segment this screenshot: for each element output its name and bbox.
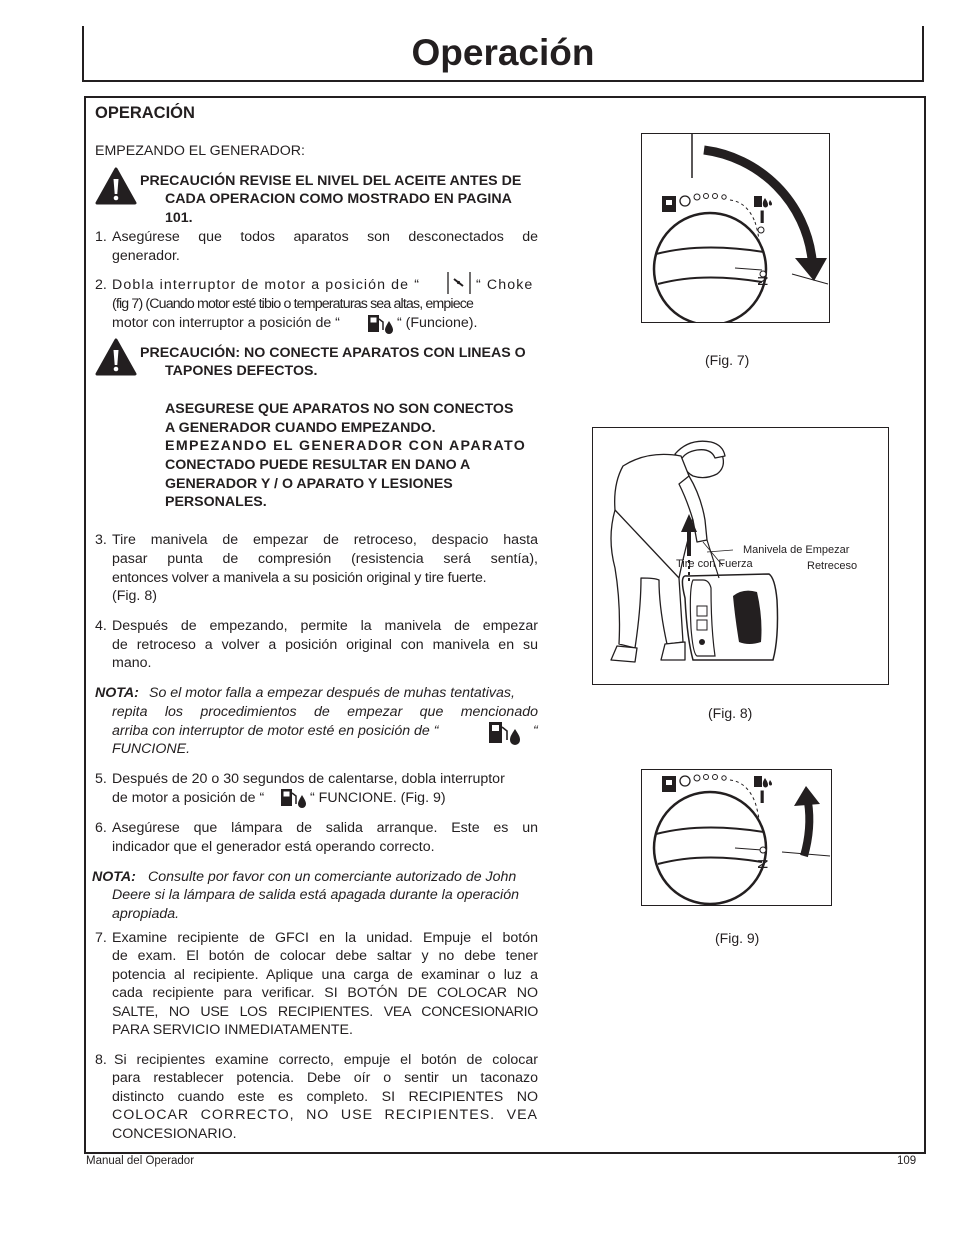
- fuel-run-icon: [279, 787, 309, 809]
- step1-line: Asegúrese que todos aparatos son desconectados de: [112, 229, 538, 245]
- caution1-line: PRECAUCIÓN REVISE EL NIVEL DEL ACEITE ANTES DE: [140, 173, 522, 189]
- caution2-line: CONECTADO PUEDE RESULTAR EN DANO A: [165, 457, 471, 473]
- nota1-line: arriba con interruptor de motor esté en posición de “: [112, 723, 439, 739]
- caution2-line: ASEGURESE QUE APARATOS NO SON CONECTOS: [165, 401, 514, 417]
- figure-8-label-handle: Manivela de Empezar: [743, 544, 850, 556]
- step4-line: mano.: [112, 655, 152, 671]
- caution1-line: 101.: [165, 210, 193, 226]
- nota2-line: apropiada.: [112, 906, 180, 922]
- warning-icon: [95, 338, 137, 376]
- step7-line: cada recipiente para verificar. SI BOTÓN DE COLOCAR NO: [112, 985, 538, 1001]
- switch-n-label: N: [755, 858, 772, 870]
- step7-line: SALTE, NO USE LOS RECIPIENTES. VEA CONCESIONARIO: [112, 1004, 538, 1020]
- step-number: 8.: [95, 1052, 107, 1068]
- figure-8-label-pull: Tire con Fuerza: [676, 558, 753, 570]
- page-title: Operación: [411, 32, 595, 73]
- caution2-line: A GENERADOR CUANDO EMPEZANDO.: [165, 420, 436, 436]
- figure-9-caption: (Fig. 9): [715, 930, 760, 946]
- warning-icon: [95, 167, 137, 205]
- figure-7-caption: (Fig. 7): [705, 352, 750, 368]
- step8-line: COLOCAR CORRECTO, NO USE RECIPIENTES. VEA: [112, 1107, 538, 1123]
- figure-8-label-handle: Retreceso: [807, 560, 858, 572]
- page-number: 109: [897, 1155, 917, 1167]
- figure-7: [641, 133, 830, 323]
- caution2-line: PRECAUCIÓN: NO CONECTE APARATOS CON LINEAS O: [140, 345, 526, 361]
- step7-line: PARA SERVICIO INMEDIATAMENTE.: [112, 1022, 353, 1038]
- step7-line: Examine recipiente de GFCI en la unidad. Empuje el botón: [112, 930, 538, 946]
- step8-line: Si recipientes examine correcto, empuje el botón de colocar: [114, 1052, 538, 1068]
- step-number: 5.: [95, 771, 107, 787]
- caution2-line: GENERADOR Y / O APARATO Y LESIONES: [165, 476, 453, 492]
- step-number: 4.: [95, 618, 107, 634]
- step4-line: Después de empezando, permite la manivela de empezar: [112, 618, 538, 634]
- nota2-line: Deere si la lámpara de salida está apagada durante la operación: [112, 887, 519, 903]
- step2-line: (fig 7) (Cuando motor esté tibio o temperaturas sea altas, empiece: [112, 296, 474, 312]
- step-number: 7.: [95, 930, 107, 946]
- step-number: 6.: [95, 820, 107, 836]
- step-number: 3.: [95, 532, 107, 548]
- step8-line: distincto cuando este es completo. SI RECIPIENTES NO: [112, 1089, 538, 1105]
- caution1-line: CADA OPERACION COMO MOSTRADO EN PAGINA: [165, 191, 512, 207]
- switch-n-label: N: [755, 275, 772, 287]
- step1-line: generador.: [112, 248, 180, 264]
- step3-line: entonces volver a manivela a su posición original y tire fuerte.: [112, 570, 487, 586]
- step3-line: pasar punta de compresión (resistencia será sentía),: [112, 551, 538, 567]
- title-frame: [82, 26, 924, 82]
- step8-line: CONCESIONARIO.: [112, 1126, 237, 1142]
- nota1-line: So el motor falla a empezar después de muhas tentativas,: [149, 685, 515, 701]
- switch-on-label: I: [759, 788, 766, 808]
- step3-line: (Fig. 8): [112, 588, 157, 604]
- note-label: NOTA:: [92, 869, 136, 885]
- step2-line: Dobla interruptor de motor a posición de “: [112, 277, 421, 293]
- step-number: 1.: [95, 229, 107, 245]
- choke-icon: [446, 271, 472, 295]
- step6-line: Asegúrese que lámpara de salida arranque. Este es un: [112, 820, 538, 836]
- person-pulling-starter-illustration: [593, 428, 888, 684]
- nota2-line: Consulte por favor con un comerciante autorizado de John: [148, 869, 517, 885]
- section-subheading: EMPEZANDO EL GENERADOR:: [95, 143, 305, 159]
- step2-line: motor con interruptor a posición de “: [112, 315, 340, 331]
- step2-line: “ Choke: [476, 277, 534, 293]
- step8-line: para restablecer potencia. Debe oír o sentir un taconazo: [112, 1070, 538, 1086]
- step5-line: de motor a posición de “: [112, 790, 265, 806]
- step7-line: potencia al recipiente. Aplique una carga de examinar o luz a: [112, 967, 538, 983]
- step-number: 2.: [95, 277, 107, 293]
- nota1-line: repita los procedimientos de empezar que mencionado: [112, 704, 538, 720]
- step6-line: indicador que el generador está operando correcto.: [112, 839, 435, 855]
- engine-switch-choke-illustration: [642, 134, 829, 322]
- caution2-line: TAPONES DEFECTOS.: [165, 363, 318, 379]
- fuel-run-icon: [487, 720, 523, 746]
- nota1-line: “: [533, 723, 538, 739]
- step4-line: de retroceso a volver a posición original con manivela en su: [112, 637, 538, 653]
- footer-manual-name: Manual del Operador: [86, 1155, 195, 1167]
- figure-8: [592, 427, 889, 685]
- section-heading: OPERACIÓN: [95, 104, 195, 122]
- step5-line: “ FUNCIONE. (Fig. 9): [310, 790, 446, 806]
- switch-on-label: I: [759, 208, 766, 228]
- note-label: NOTA:: [95, 685, 139, 701]
- step5-line: Después de 20 o 30 segundos de calentarse, dobla interruptor: [112, 771, 505, 787]
- figure-9: [641, 769, 832, 906]
- step2-line: “ (Funcione).: [397, 315, 478, 331]
- caution2-line: PERSONALES.: [165, 494, 267, 510]
- fuel-run-icon: [366, 313, 396, 335]
- step3-line: Tire manivela de empezar de retroceso, despacio hasta: [112, 532, 538, 548]
- step7-line: de exam. El botón de colocar debe saltar y no debe tener: [112, 948, 538, 964]
- nota1-line: FUNCIONE.: [112, 741, 191, 757]
- caution2-line: EMPEZANDO EL GENERADOR CON APARATO: [165, 438, 527, 454]
- figure-8-caption: (Fig. 8): [708, 705, 753, 721]
- engine-switch-run-illustration: [642, 770, 831, 905]
